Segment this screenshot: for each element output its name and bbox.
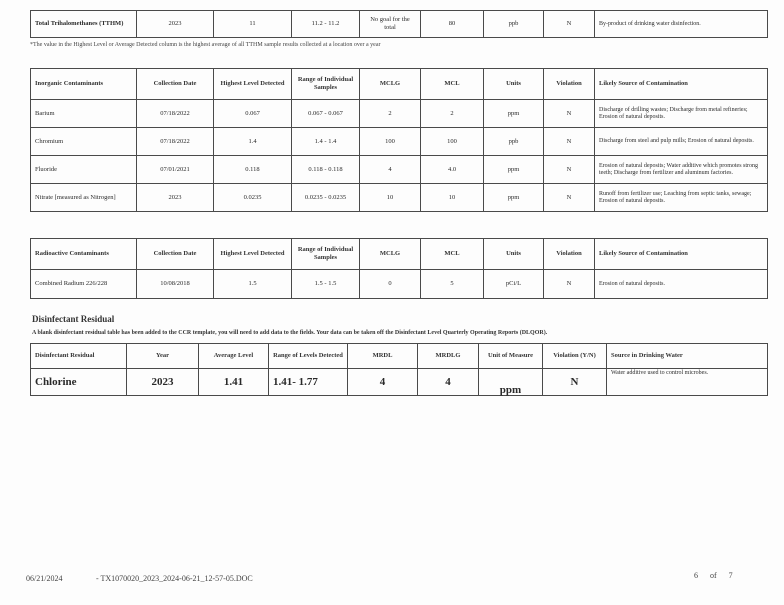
tthm-mclg: No goal for the total [360, 11, 421, 38]
col-header: Disinfectant Residual [31, 344, 127, 369]
cell-mcl: 2 [421, 100, 484, 128]
cell-violation: N [543, 369, 607, 396]
col-header: Radioactive Contaminants [31, 239, 137, 270]
col-header: Units [484, 69, 544, 100]
col-header: Source in Drinking Water [607, 344, 768, 369]
cell-units: ppm [484, 100, 544, 128]
col-header: Highest Level Detected [214, 69, 292, 100]
cell-date: 07/18/2022 [137, 100, 214, 128]
tthm-contaminant: Total Trihalomethanes (TTHM) [31, 11, 137, 38]
cell-unit: ppm [479, 369, 543, 396]
cell-mcl: 10 [421, 184, 484, 212]
cell-units: ppm [484, 156, 544, 184]
cell-highest: 1.4 [214, 128, 292, 156]
table-header-row [31, 69, 768, 100]
col-header: Highest Level Detected [214, 239, 292, 270]
col-header: MCLG [360, 69, 421, 100]
cell-violation: N [544, 156, 595, 184]
tthm-table [30, 10, 768, 38]
table-row [31, 184, 768, 212]
col-header: Violation [544, 69, 595, 100]
cell-violation: N [544, 128, 595, 156]
col-header: Range of Levels Detected [269, 344, 348, 369]
tthm-units: ppb [484, 11, 544, 38]
cell-year: 2023 [127, 369, 199, 396]
cell-violation: N [544, 270, 595, 299]
cell-violation: N [544, 100, 595, 128]
col-header: Violation [544, 239, 595, 270]
cell-contaminant: Fluoride [31, 156, 137, 184]
cell-range: 1.5 - 1.5 [292, 270, 360, 299]
col-header: Likely Source of Contamination [595, 239, 768, 270]
footer-doc-name: - TX1070020_2023_2024-06-21_12-57-05.DOC [96, 574, 253, 583]
page-of: of [710, 571, 717, 580]
cell-date: 2023 [137, 184, 214, 212]
tthm-violation: N [544, 11, 595, 38]
cell-contaminant: Combined Radium 226/228 [31, 270, 137, 299]
col-header: MRDLG [418, 344, 479, 369]
col-header: Units [484, 239, 544, 270]
cell-source: Discharge from steel and pulp mills; Erosion of natural deposits. [595, 128, 768, 156]
cell-range: 0.067 - 0.067 [292, 100, 360, 128]
cell-mclg: 10 [360, 184, 421, 212]
cell-date: 07/18/2022 [137, 128, 214, 156]
table-row [31, 156, 768, 184]
page-total: 7 [728, 571, 733, 580]
cell-source: Discharge of drilling wastes; Discharge from metal refineries; Erosion of natural deposits. [595, 100, 768, 128]
disinfectant-table [30, 343, 768, 396]
cell-residual: Chlorine [31, 369, 127, 396]
radioactive-table [30, 238, 768, 299]
cell-range: 0.0235 - 0.0235 [292, 184, 360, 212]
col-header: Range of Individual Samples [292, 239, 360, 270]
cell-highest: 0.067 [214, 100, 292, 128]
tthm-source: By-product of drinking water disinfection. [595, 11, 768, 38]
cell-highest: 0.0235 [214, 184, 292, 212]
cell-source: Runoff from fertilizer use; Leaching from septic tanks, sewage; Erosion of natural deposits. [595, 184, 768, 212]
col-header: MRDL [348, 344, 418, 369]
cell-mrdl: 4 [348, 369, 418, 396]
tthm-mcl: 80 [421, 11, 484, 38]
cell-mclg: 0 [360, 270, 421, 299]
cell-mcl: 4.0 [421, 156, 484, 184]
col-header: Unit of Measure [479, 344, 543, 369]
table-row [31, 369, 768, 396]
col-header: Collection Date [137, 69, 214, 100]
cell-source: Erosion of natural deposits; Water additive which promotes strong teeth; Discharge from fertilizer and aluminum factories. [595, 156, 768, 184]
cell-violation: N [544, 184, 595, 212]
cell-mclg: 4 [360, 156, 421, 184]
cell-units: ppm [484, 184, 544, 212]
col-header: Range of Individual Samples [292, 69, 360, 100]
cell-date: 07/01/2021 [137, 156, 214, 184]
cell-units: ppb [484, 128, 544, 156]
cell-range: 1.4 - 1.4 [292, 128, 360, 156]
col-header: MCL [421, 69, 484, 100]
col-header: Average Level [199, 344, 269, 369]
cell-date: 10/08/2018 [137, 270, 214, 299]
table-header-row [31, 239, 768, 270]
cell-mclg: 2 [360, 100, 421, 128]
tthm-highest: 11 [214, 11, 292, 38]
cell-mcl: 100 [421, 128, 484, 156]
tthm-range: 11.2 - 11.2 [292, 11, 360, 38]
page-number [694, 571, 733, 580]
cell-mcl: 5 [421, 270, 484, 299]
section-title: Disinfectant Residual [32, 314, 115, 324]
table-row [31, 270, 768, 299]
col-header: Likely Source of Contamination [595, 69, 768, 100]
tthm-footnote: *The value in the Highest Level or Average Detected column is the highest average of all TTHM sample results collected at a location over a year [30, 42, 381, 48]
section-note: A blank disinfectant residual table has been added to the CCR template, you will need to add data to the fields. Your data can be taken off the Disinfectant Level Quarterly Operating Reports (DLQOR). [32, 330, 548, 336]
cell-range: 1.41- 1.77 [269, 369, 348, 396]
cell-highest: 0.118 [214, 156, 292, 184]
cell-range: 0.118 - 0.118 [292, 156, 360, 184]
cell-average: 1.41 [199, 369, 269, 396]
table-row [31, 128, 768, 156]
cell-units: pCi/L [484, 270, 544, 299]
page-current: 6 [694, 571, 698, 580]
col-header: MCLG [360, 239, 421, 270]
inorganic-table [30, 68, 768, 212]
col-header: MCL [421, 239, 484, 270]
table-row [31, 100, 768, 128]
col-header: Collection Date [137, 239, 214, 270]
footer-date: 06/21/2024 [26, 574, 63, 583]
table-row [31, 11, 768, 38]
cell-highest: 1.5 [214, 270, 292, 299]
table-header-row [31, 344, 768, 369]
col-header: Inorganic Contaminants [31, 69, 137, 100]
cell-contaminant: Nitrate [measured as Nitrogen] [31, 184, 137, 212]
cell-source: Erosion of natural deposits. [595, 270, 768, 299]
cell-contaminant: Barium [31, 100, 137, 128]
cell-source: Water additive used to control microbes. [607, 369, 768, 396]
col-header: Violation (Y/N) [543, 344, 607, 369]
cell-mrdlg: 4 [418, 369, 479, 396]
col-header: Year [127, 344, 199, 369]
cell-contaminant: Chromium [31, 128, 137, 156]
tthm-collection: 2023 [137, 11, 214, 38]
cell-mclg: 100 [360, 128, 421, 156]
